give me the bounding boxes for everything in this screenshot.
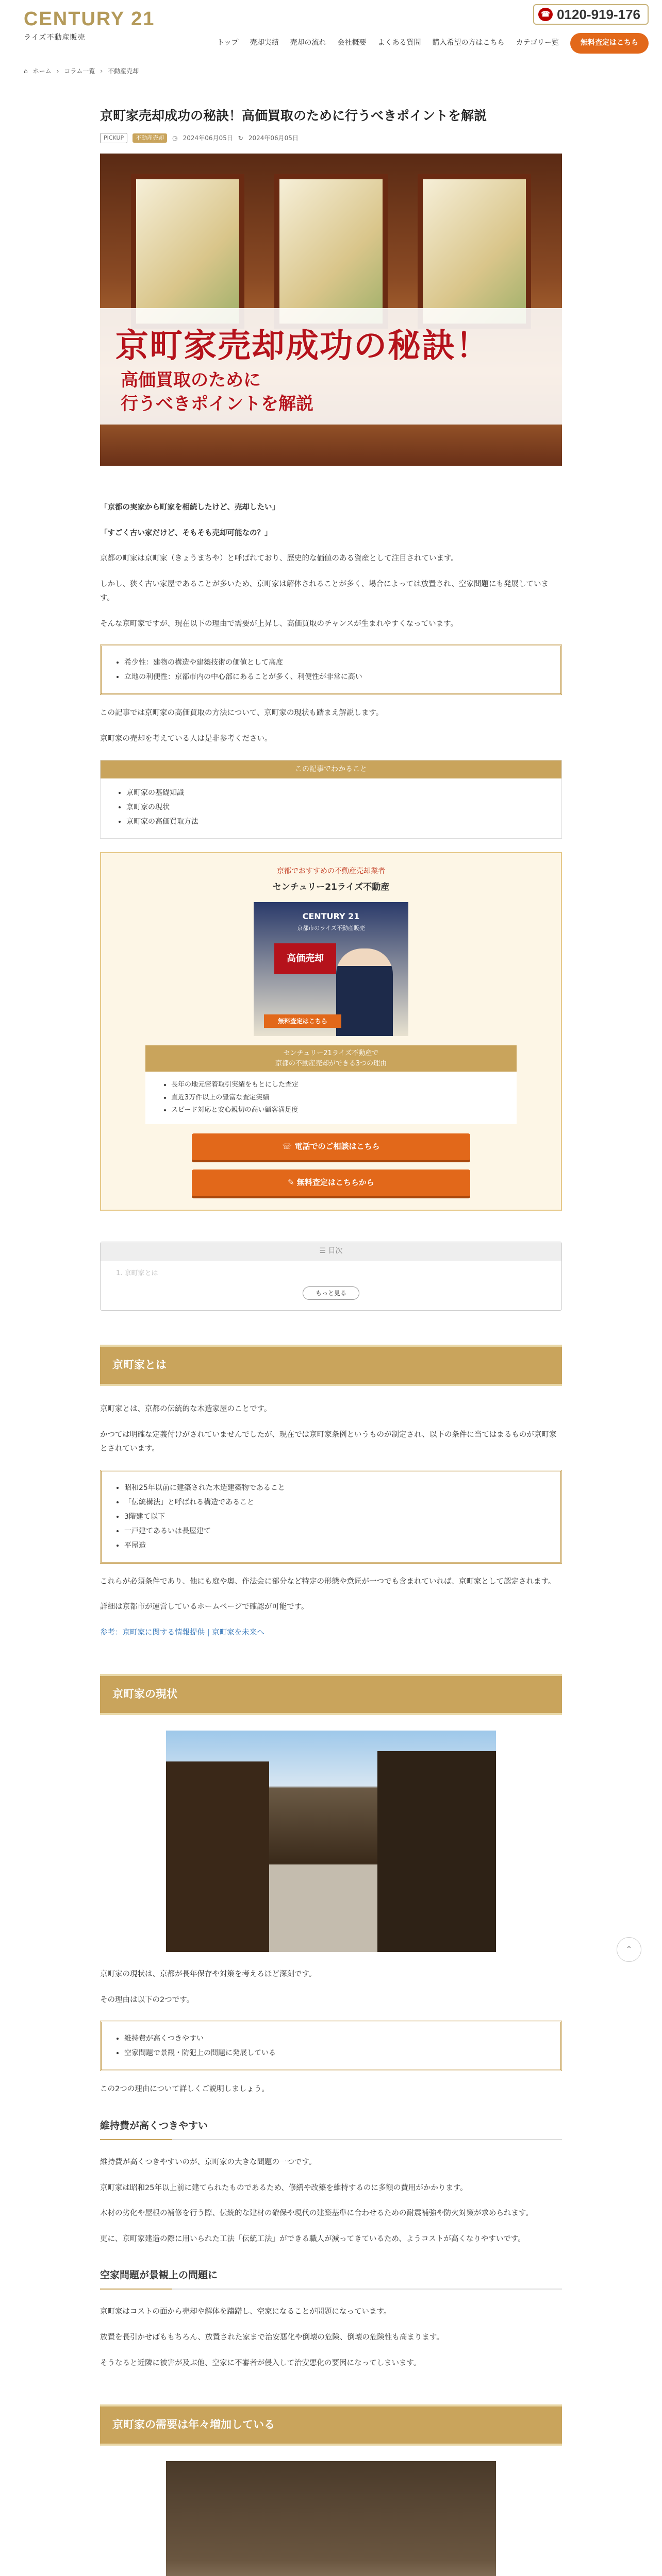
building-right <box>377 1751 496 1952</box>
section-paragraph: 詳細は京都市が運営しているホームページで確認が可能です。 <box>100 1603 309 1612</box>
summary-heading: この記事でわかること <box>101 760 561 779</box>
section-paragraph: 更に、京町家建造の際に用いられた工法「伝統工法」ができる職人が減ってきているため、ようコストが高くなりやすいです。 <box>100 2234 525 2243</box>
published-date: 2024年06月05日 <box>183 134 233 142</box>
intro-paragraph: しかし、狭く古い家屋であることが多いため、京町家は解体されることが多く、場合によっては放置され、空家問題にも発展しています。 <box>100 580 549 603</box>
building-left <box>166 1761 269 1952</box>
clock-icon: ◷ <box>172 134 178 142</box>
condition-item: • 昭和25年以前に建築された木造建築物であること <box>124 1481 548 1495</box>
promo-band-line: 京都の不動産売却ができる3つの理由 <box>275 1059 387 1067</box>
nav-results[interactable]: 売却実績 <box>250 39 279 47</box>
list-icon: ☰ <box>319 1247 328 1256</box>
section-paragraph: 京町家はコストの面から売却や解体を躊躇し、空家になることが問題になっています。 <box>100 2308 391 2316</box>
promo-reason: • スピード対応と安心親切の高い顧客満足度 <box>171 1104 501 1117</box>
section-paragraph: 京町家の現状は、京都が長年保存や対策を考えるほど深刻です。 <box>100 1970 317 1979</box>
section-paragraph: そうなると近隣に被害が及ぶ他、空家に不審者が侵入して治安悪化の要因になってしまいます。 <box>100 2359 421 2367</box>
phone-text: 0120-919-176 <box>557 6 640 22</box>
breadcrumb-sep: › <box>56 67 59 75</box>
back-to-top-button[interactable] <box>617 1937 641 1962</box>
section-paragraph: 放置を長引かせばももちろん、放置された家まで治安悪化や倒壊の危険、倒壊の危険性も高まります。 <box>100 2333 444 2342</box>
toc-heading <box>101 1242 561 1261</box>
conditions-box <box>100 1470 562 1564</box>
site-header <box>0 0 662 58</box>
condition-item: • 一戸建てあるいは長屋建て <box>124 1524 548 1538</box>
summary-item: • 京町家の現状 <box>126 800 546 815</box>
toc-heading-label: 目次 <box>328 1247 343 1256</box>
promo-band-line: センチュリー21ライズ不動産で <box>283 1049 379 1058</box>
phone-icon: ☎ <box>538 8 553 21</box>
updated-date: 2024年06月05日 <box>248 134 299 142</box>
reason-item: • 維持費が高くつきやすい <box>124 2031 548 2046</box>
nav-category[interactable]: カテゴリー覧 <box>516 39 559 47</box>
section-paragraph: 京町家とは、京都の伝統的な木造家屋のことです。 <box>100 1405 272 1414</box>
stone-path <box>269 1865 377 1952</box>
section-paragraph: これらが必須条件であり、他にも庭や奥、作法会に部分など特定の形態や意匠が一つでも含まれていれば、京町家として認定されます。 <box>100 1577 556 1586</box>
global-nav <box>217 33 649 54</box>
hero-sub-line: 行うべきポイントを解説 <box>121 394 313 415</box>
free-assessment-button[interactable] <box>192 1170 470 1196</box>
condition-item: • 平屋造 <box>124 1538 548 1553</box>
nav-flow[interactable]: 売却の流れ <box>290 39 326 47</box>
hero-image <box>100 154 562 466</box>
pickup-tag[interactable]: PICKUP <box>100 133 127 144</box>
toc-item[interactable] <box>101 1261 561 1286</box>
intro-quote: 「京都の実家から町家を相続したけど、売却したい」 <box>100 503 279 512</box>
toc-item-number: 1. <box>116 1269 125 1277</box>
section-paragraph: この2つの理由について詳しくご説明しましょう。 <box>100 2085 269 2094</box>
table-of-contents <box>100 1242 562 1311</box>
reason-item: • 希少性：建物の構造や建築技術の価値として高度 <box>124 655 548 670</box>
sub-heading: 空家問題が景観上の問題に <box>100 2267 562 2290</box>
phone-number[interactable] <box>533 4 649 25</box>
logo-sub: ライズ不動産販売 <box>24 33 86 42</box>
promo-reason: • 長年の地元密着取引実績をもとにした査定 <box>171 1079 501 1092</box>
reason-item: • 空家問題で景観・防犯上の問題に発展している <box>124 2046 548 2060</box>
promo-line2: センチュリー21ライズ不動産 <box>272 882 390 893</box>
promo-reasons <box>145 1072 517 1124</box>
condition-item: • 3階建て以下 <box>124 1510 548 1524</box>
intro-paragraph: 京都の町家は京町家（きょうまちや）と呼ばれており、歴史的な価値のある資産として注目されています。 <box>100 554 458 563</box>
free-assessment-label: 無料査定はこちらから <box>296 1178 374 1188</box>
phone-consult-button[interactable] <box>192 1133 470 1160</box>
promo-banner <box>100 852 562 1211</box>
street-photo <box>166 1731 496 1952</box>
promo-band <box>145 1045 517 1072</box>
reason-box <box>100 2021 562 2071</box>
phone-consult-label: 電話でのご相談はこちら <box>294 1142 380 1151</box>
sub-heading: 維持費が高くつきやすい <box>100 2117 562 2140</box>
section-heading: 京町家の現状 <box>100 1674 562 1715</box>
window-decoration <box>274 174 388 329</box>
condition-item: • 「伝統構法」と呼ばれる構造であること <box>124 1495 548 1510</box>
nav-faq[interactable]: よくある質問 <box>377 39 421 47</box>
promo-image-text: 京都市のライズ不動産販売 <box>297 925 365 932</box>
townhouse-photo <box>166 2461 496 2576</box>
reason-box <box>100 645 562 695</box>
toc-item-label: 京町家とは <box>124 1269 158 1277</box>
section-paragraph: その理由は以下の2つです。 <box>100 1995 194 2004</box>
intro-paragraph: この記事では京町家の高価買取の方法について、京町家の現状も踏まえ解説します。 <box>100 709 384 718</box>
breadcrumb <box>24 66 139 76</box>
person-figure <box>336 948 393 1036</box>
section-paragraph: 維持費が高くつきやすいのが、京町家の大きな問題の一つです。 <box>100 2158 317 2166</box>
section-paragraph: 木材の劣化や屋根の補修を行う際、伝統的な建材の確保や現代の建築基準に合わせるための耐震補強や防火対策が求められます。 <box>100 2209 533 2218</box>
intro-paragraph: 京町家の売却を考えている人は是非参考ください。 <box>100 735 272 743</box>
toc-more-button[interactable]: もっと見る <box>303 1286 359 1300</box>
nav-buyers[interactable]: 購入希望の方はこちら <box>432 39 505 47</box>
hero-sub-line: 高価買取のために <box>121 370 261 391</box>
category-tag[interactable]: 不動産売却 <box>133 133 167 143</box>
nav-company[interactable]: 会社概要 <box>337 39 367 47</box>
logo-main: CENTURY 21 <box>24 8 155 30</box>
section-paragraph: かつては明確な定義付けがされていませんでしたが、現在では京町家条例というものが制定され、以下の条件に当てはまるものが京町家とされています。 <box>100 1430 557 1453</box>
promo-image-badge: 高価売却 <box>274 943 336 974</box>
promo-image-logo: CENTURY 21 <box>302 911 360 922</box>
reason-item: • 立地の利便性：京都市内の中心部にあることが多く、利便性が非常に高い <box>124 670 548 684</box>
breadcrumb-column[interactable]: コラム一覧 <box>64 67 95 75</box>
window-decoration <box>418 174 531 329</box>
document-icon: ✎ <box>288 1178 297 1188</box>
article-meta <box>100 133 562 144</box>
promo-image-cta: 無料査定はこちら <box>264 1014 341 1028</box>
summary-item: • 京町家の高価買取方法 <box>126 815 546 829</box>
article-title: 京町家売却成功の秘訣！高価買取のために行うべきポイントを解説 <box>100 108 487 123</box>
intro-quote: 「すごく古い家だけど、そもそも売却可能なの？」 <box>100 529 272 537</box>
breadcrumb-current: 不動産売却 <box>108 67 139 75</box>
intro-paragraph: そんな京町家ですが、現在以下の理由で需要が上昇し、高価買取のチャンスが生まれやすくなっています。 <box>100 619 458 628</box>
section-heading: 京町家の需要は年々増加している <box>100 2404 562 2446</box>
promo-reason: • 直近3万件以上の豊富な査定実績 <box>171 1092 501 1105</box>
nav-top[interactable]: トップ <box>217 39 239 47</box>
home-icon: ⌂ <box>24 67 28 75</box>
section-paragraph: 京町家は昭和25年以上前に建てられたものであるため、修繕や改築を維持するのに多額の費用がかかります。 <box>100 2183 468 2192</box>
breadcrumb-home[interactable]: ホーム <box>32 67 52 75</box>
hero-subtitle <box>121 369 313 416</box>
summary-item: • 京町家の基礎知識 <box>126 786 546 800</box>
assessment-cta-button[interactable]: 無料査定はこちら <box>570 33 649 54</box>
breadcrumb-sep: › <box>100 67 103 75</box>
phone-icon: ☏ <box>282 1142 295 1151</box>
promo-image <box>254 902 408 1036</box>
article <box>100 106 562 2576</box>
site-logo[interactable] <box>24 9 178 50</box>
refresh-icon: ↻ <box>238 134 243 142</box>
reference-link[interactable]: 参考：京町家に関する情報提供 | 京町家を未来へ <box>100 1628 264 1637</box>
promo-line1: 京都でおすすめの不動産売却業者 <box>276 867 386 876</box>
hero-title: 京町家売却成功の秘訣！ <box>115 327 490 366</box>
chevron-up-icon: ⌃ <box>625 1944 633 1955</box>
summary-box <box>100 760 562 839</box>
section-heading: 京町家とは <box>100 1345 562 1386</box>
window-decoration <box>131 174 244 329</box>
